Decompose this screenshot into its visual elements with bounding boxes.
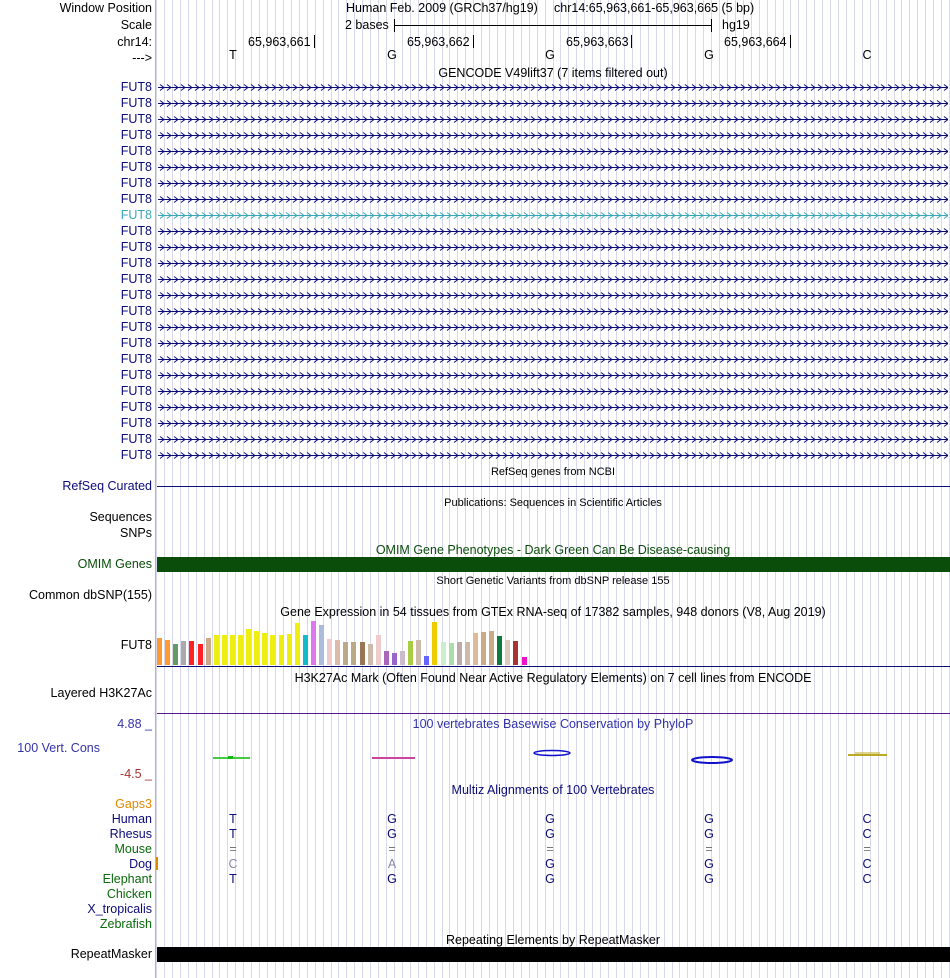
gtex-tissue-bar[interactable] xyxy=(497,636,502,665)
gencode-transcript-label[interactable]: FUT8 xyxy=(120,96,152,110)
gencode-transcript-label[interactable]: FUT8 xyxy=(120,160,152,174)
dbsnp-track-label[interactable]: Common dbSNP(155) xyxy=(29,588,152,602)
assembly-text: Human Feb. 2009 (GRCh37/hg19) xyxy=(346,1,538,15)
multiz-gaps-label: Gaps3 xyxy=(115,797,152,811)
multiz-aligned-base: G xyxy=(545,872,555,886)
gencode-transcript-line[interactable] xyxy=(158,403,948,412)
gencode-transcript-label[interactable]: FUT8 xyxy=(120,224,152,238)
gtex-tissue-bar[interactable] xyxy=(335,640,340,665)
gtex-tissue-bar[interactable] xyxy=(303,635,308,665)
repeatmasker-track-label[interactable]: RepeatMasker xyxy=(70,947,152,961)
gencode-transcript-line[interactable] xyxy=(158,83,948,92)
gencode-transcript-label[interactable]: FUT8 xyxy=(120,352,152,366)
sequence-base-5: C xyxy=(862,48,872,62)
repeatmasker-element-band[interactable] xyxy=(157,947,950,962)
gtex-track-title[interactable]: Gene Expression in 54 tissues from GTEx RNA-seq of 17382 samples, 948 donors (V8, Aug 2019) xyxy=(280,605,826,619)
gencode-transcript-line[interactable] xyxy=(158,211,948,220)
grid-line xyxy=(156,0,157,978)
gtex-tissue-bar[interactable] xyxy=(287,634,292,665)
conservation-logo-base-3 xyxy=(534,751,570,756)
gencode-transcript-label[interactable]: FUT8 xyxy=(120,288,152,302)
refseq-track-title[interactable]: RefSeq genes from NCBI xyxy=(490,466,616,478)
multiz-aligned-base: T xyxy=(229,872,237,886)
conservation-track-title[interactable]: 100 vertebrates Basewise Conservation by PhyloP xyxy=(412,717,694,731)
sequence-base-4: G xyxy=(704,48,714,62)
gencode-transcript-line[interactable] xyxy=(158,275,948,284)
gtex-tissue-bar[interactable] xyxy=(246,629,251,665)
gtex-tissue-bar[interactable] xyxy=(214,635,219,665)
gtex-tissue-bar[interactable] xyxy=(489,631,494,665)
multiz-aligned-base: C xyxy=(862,812,872,826)
multiz-aligned-base: G xyxy=(545,857,555,871)
multiz-aligned-base: C xyxy=(862,872,872,886)
conservation-logo-base-1 xyxy=(213,756,250,759)
multiz-aligned-base: = xyxy=(863,842,871,856)
publications-track-title[interactable]: Publications: Sequences in Scientific Articles xyxy=(444,497,662,509)
publications-snps-label[interactable]: SNPs xyxy=(120,526,152,540)
gtex-tissue-bar[interactable] xyxy=(400,651,405,665)
multiz-aligned-base: = xyxy=(229,842,237,856)
gtex-tissue-bar[interactable] xyxy=(270,635,275,665)
multiz-aligned-base: G xyxy=(704,872,714,886)
multiz-aligned-base: G xyxy=(387,872,397,886)
label-divider xyxy=(155,0,156,978)
coordinate-4: 65,963,664 xyxy=(724,35,787,49)
refseq-track-label[interactable]: RefSeq Curated xyxy=(62,479,152,493)
h3k27ac-track-label[interactable]: Layered H3K27Ac xyxy=(50,686,152,700)
gencode-transcript-label[interactable]: FUT8 xyxy=(120,128,152,142)
publications-sequences-label[interactable]: Sequences xyxy=(89,510,152,524)
gencode-transcript-label[interactable]: FUT8 xyxy=(120,304,152,318)
gtex-tissue-bar[interactable] xyxy=(254,631,259,665)
gencode-transcript-label[interactable]: FUT8 xyxy=(120,448,152,462)
conservation-logo-base-4 xyxy=(692,757,732,763)
sequence-base-1: T xyxy=(229,48,237,62)
gtex-tissue-bar[interactable] xyxy=(351,642,356,665)
coordinate-4-tick xyxy=(790,35,791,48)
multiz-aligned-base: G xyxy=(704,812,714,826)
gencode-transcript-line[interactable] xyxy=(158,163,948,172)
gencode-transcript-label[interactable]: FUT8 xyxy=(120,80,152,94)
gencode-transcript-line[interactable] xyxy=(158,195,948,204)
coordinate-2: 65,963,662 xyxy=(407,35,470,49)
gtex-tissue-bar[interactable] xyxy=(360,642,365,665)
gencode-transcript-line[interactable] xyxy=(158,419,948,428)
gtex-tissue-bar[interactable] xyxy=(311,621,316,665)
multiz-aligned-base: T xyxy=(229,812,237,826)
gencode-transcript-line[interactable] xyxy=(158,243,948,252)
gtex-tissue-bar[interactable] xyxy=(319,625,324,665)
scale-bar-right-tick xyxy=(711,19,712,32)
gtex-tissue-bar[interactable] xyxy=(279,635,284,665)
gencode-transcript-label[interactable]: FUT8 xyxy=(120,144,152,158)
multiz-aligned-base: = xyxy=(388,842,396,856)
scale-bar xyxy=(394,25,712,26)
gencode-transcript-line[interactable] xyxy=(158,387,948,396)
multiz-species-label[interactable]: Zebrafish xyxy=(99,917,152,931)
chrom-label: chr14: xyxy=(117,35,152,49)
gtex-tissue-bar[interactable] xyxy=(408,641,413,665)
gtex-track-bottom-line xyxy=(157,666,950,667)
multiz-species-label[interactable]: Chicken xyxy=(106,887,152,901)
gtex-tissue-bar[interactable] xyxy=(238,635,243,665)
refseq-gene-line[interactable] xyxy=(157,486,950,487)
gtex-tissue-bar[interactable] xyxy=(449,643,454,665)
gencode-transcript-label[interactable]: FUT8 xyxy=(120,208,152,222)
conservation-track-label[interactable]: 100 Vert. Cons xyxy=(17,741,100,755)
multiz-aligned-base: C xyxy=(228,857,238,871)
multiz-aligned-base: C xyxy=(862,827,872,841)
multiz-species-label[interactable]: Dog xyxy=(129,857,152,871)
gtex-tissue-bar[interactable] xyxy=(189,641,194,665)
gencode-transcript-line[interactable] xyxy=(158,147,948,156)
gencode-track-title[interactable]: GENCODE V49lift37 (7 items filtered out) xyxy=(438,66,668,80)
gtex-tissue-bar[interactable] xyxy=(424,656,429,665)
gencode-transcript-label[interactable]: FUT8 xyxy=(120,368,152,382)
gencode-transcript-label[interactable]: FUT8 xyxy=(120,176,152,190)
coordinate-1-tick xyxy=(314,35,315,48)
conservation-min-label: -4.5 _ xyxy=(120,767,152,781)
multiz-species-label[interactable]: Elephant xyxy=(102,872,152,886)
gtex-tissue-bar[interactable] xyxy=(327,639,332,665)
gencode-transcript-line[interactable] xyxy=(158,115,948,124)
gencode-transcript-line[interactable] xyxy=(158,451,948,460)
multiz-species-label[interactable]: X_tropicalis xyxy=(87,902,152,916)
multiz-aligned-base: T xyxy=(229,827,237,841)
gtex-tissue-bar[interactable] xyxy=(230,635,235,665)
gtex-tissue-bar[interactable] xyxy=(416,640,421,665)
gtex-tissue-bar[interactable] xyxy=(392,653,397,665)
gencode-transcript-line[interactable] xyxy=(158,323,948,332)
gencode-transcript-label[interactable]: FUT8 xyxy=(120,320,152,334)
gtex-tissue-bar[interactable] xyxy=(376,635,381,665)
multiz-aligned-base: C xyxy=(862,857,872,871)
multiz-aligned-base: G xyxy=(387,827,397,841)
scale-label: Scale xyxy=(120,18,152,32)
position-text: chr14:65,963,661-65,963,665 (5 bp) xyxy=(554,1,755,15)
gtex-tissue-bar[interactable] xyxy=(384,651,389,665)
repeatmasker-track-title[interactable]: Repeating Elements by RepeatMasker xyxy=(445,933,660,947)
gtex-tissue-bar[interactable] xyxy=(473,633,478,665)
coordinate-2-tick xyxy=(473,35,474,48)
gencode-transcript-line[interactable] xyxy=(158,259,948,268)
gtex-tissue-bar[interactable] xyxy=(368,644,373,665)
gtex-tissue-bar[interactable] xyxy=(198,644,203,665)
gtex-tissue-bar[interactable] xyxy=(295,623,300,665)
coordinate-1: 65,963,661 xyxy=(248,35,311,49)
gencode-transcript-label[interactable]: FUT8 xyxy=(120,256,152,270)
gencode-transcript-line[interactable] xyxy=(158,131,948,140)
gencode-transcript-line[interactable] xyxy=(158,355,948,364)
multiz-aligned-base: G xyxy=(387,812,397,826)
gencode-transcript-label[interactable]: FUT8 xyxy=(120,272,152,286)
gencode-transcript-label[interactable]: FUT8 xyxy=(120,416,152,430)
conservation-logo xyxy=(156,745,950,767)
gencode-transcript-label[interactable]: FUT8 xyxy=(120,336,152,350)
gencode-transcript-line[interactable] xyxy=(158,435,948,444)
gtex-tissue-bar[interactable] xyxy=(513,641,518,665)
gtex-tissue-bar[interactable] xyxy=(343,642,348,665)
omim-track-label[interactable]: OMIM Genes xyxy=(77,557,152,571)
gencode-transcript-line[interactable] xyxy=(158,339,948,348)
gtex-tissue-bar[interactable] xyxy=(165,640,170,665)
gtex-tissue-bar[interactable] xyxy=(432,622,437,665)
gtex-tissue-bar[interactable] xyxy=(222,635,227,665)
gtex-tissue-bar[interactable] xyxy=(441,642,446,665)
strand-label[interactable]: ---> xyxy=(132,51,152,65)
gencode-transcript-label[interactable]: FUT8 xyxy=(120,240,152,254)
gtex-bar-chart[interactable] xyxy=(156,620,536,665)
gencode-transcript-line[interactable] xyxy=(158,227,948,236)
multiz-species-label[interactable]: Human xyxy=(111,812,152,826)
gtex-tissue-bar[interactable] xyxy=(465,642,470,665)
multiz-species-label[interactable]: Mouse xyxy=(114,842,152,856)
gtex-tissue-bar[interactable] xyxy=(457,642,462,665)
dbsnp-track-title[interactable]: Short Genetic Variants from dbSNP release 155 xyxy=(436,575,670,587)
multiz-aligned-base: G xyxy=(704,827,714,841)
gtex-tissue-bar[interactable] xyxy=(157,638,162,665)
coordinate-3: 65,963,663 xyxy=(566,35,629,49)
gencode-transcript-label[interactable]: FUT8 xyxy=(120,112,152,126)
gtex-tissue-bar[interactable] xyxy=(522,657,527,665)
multiz-aligned-base: G xyxy=(545,827,555,841)
omim-track-title[interactable]: OMIM Gene Phenotypes - Dark Green Can Be Disease-causing xyxy=(375,543,731,557)
gtex-tissue-bar[interactable] xyxy=(181,641,186,665)
sequence-base-2: G xyxy=(387,48,397,62)
conservation-logo-base-5 xyxy=(848,753,887,755)
gencode-transcript-line[interactable] xyxy=(158,179,948,188)
gencode-transcript-label[interactable]: FUT8 xyxy=(120,384,152,398)
gencode-transcript-label[interactable]: FUT8 xyxy=(120,400,152,414)
gtex-tissue-bar[interactable] xyxy=(262,633,267,665)
gtex-tissue-bar[interactable] xyxy=(206,638,211,665)
omim-gene-band[interactable] xyxy=(157,557,950,572)
scale-bar-left-tick xyxy=(394,19,395,32)
multiz-aligned-base: G xyxy=(545,812,555,826)
dog-gap-marker xyxy=(156,857,158,870)
db-text: hg19 xyxy=(722,18,750,32)
multiz-track-title[interactable]: Multiz Alignments of 100 Vertebrates xyxy=(451,783,655,797)
h3k27ac-track-line xyxy=(157,713,950,714)
h3k27ac-track-title[interactable]: H3K27Ac Mark (Often Found Near Active Regulatory Elements) on 7 cell lines from ENCODE xyxy=(294,671,812,685)
conservation-max-label: 4.88 _ xyxy=(117,717,152,731)
sequence-base-3: G xyxy=(545,48,555,62)
gtex-tissue-bar[interactable] xyxy=(173,644,178,665)
coordinate-3-tick xyxy=(631,35,632,48)
multiz-species-label[interactable]: Rhesus xyxy=(109,827,152,841)
gencode-transcript-line[interactable] xyxy=(158,307,948,316)
multiz-aligned-base: = xyxy=(546,842,554,856)
multiz-aligned-base: = xyxy=(705,842,713,856)
multiz-aligned-base: A xyxy=(387,857,397,871)
gencode-transcript-line[interactable] xyxy=(158,99,948,108)
gtex-gene-label[interactable]: FUT8 xyxy=(120,638,152,652)
window-position-label: Window Position xyxy=(59,1,152,15)
scale-text: 2 bases xyxy=(345,18,389,32)
multiz-aligned-base: G xyxy=(704,857,714,871)
gencode-transcript-label[interactable]: FUT8 xyxy=(120,192,152,206)
gencode-transcript-line[interactable] xyxy=(158,291,948,300)
gtex-tissue-bar[interactable] xyxy=(481,632,486,665)
gtex-tissue-bar[interactable] xyxy=(505,640,510,665)
gencode-transcript-line[interactable] xyxy=(158,371,948,380)
gencode-transcript-label[interactable]: FUT8 xyxy=(120,432,152,446)
